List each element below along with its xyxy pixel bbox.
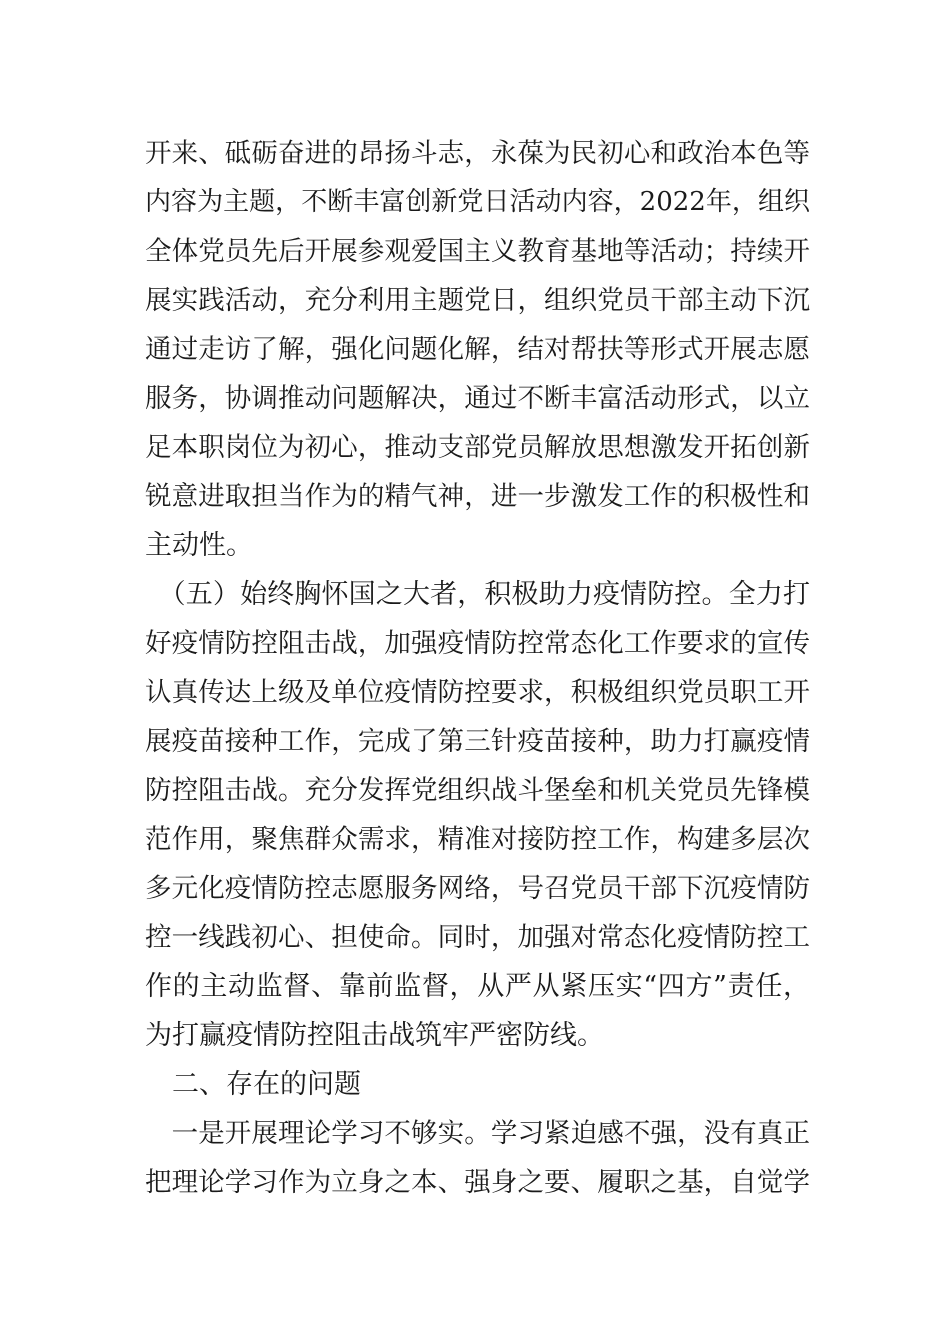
text-line: 好疫情防控阻击战，加强疫情防控常态化工作要求的宣传: [145, 628, 810, 659]
text-line: 控一线践初心、担使命。同时，加强对常态化疫情防控工: [145, 922, 810, 953]
text-line: 把理论学习作为立身之本、强身之要、履职之基，自觉学: [145, 1167, 810, 1198]
section-heading-problems: 二、存在的问题: [145, 1069, 361, 1100]
text-line: 展实践活动，充分利用主题党日，组织党员干部主动下沉: [145, 285, 810, 316]
text-line: 通过走访了解，强化问题化解，结对帮扶等形式开展志愿: [145, 334, 810, 365]
document-body: [145, 129, 810, 1207]
text-line: 认真传达上级及单位疫情防控要求，积极组织党员职工开: [145, 677, 810, 708]
text-line: 防控阻击战。充分发挥党组织战斗堡垒和机关党员先锋模: [145, 775, 810, 806]
text-line: 作的主动监督、靠前监督，从严从紧压实“四方”责任，: [145, 971, 810, 1002]
text-line: 为打赢疫情防控阻击战筑牢严密防线。: [145, 1020, 604, 1051]
text-line: 足本职岗位为初心，推动支部党员解放思想激发开拓创新: [145, 432, 810, 463]
text-line: 锐意进取担当作为的精气神，进一步激发工作的积极性和: [145, 481, 810, 512]
text-line: 开来、砥砺奋进的昂扬斗志，永葆为民初心和政治本色等: [145, 138, 810, 169]
text-line: 主动性。: [145, 530, 253, 561]
text-line: 一是开展理论学习不够实。学习紧迫感不强，没有真正: [145, 1118, 810, 1149]
section-heading-5-line: （五）始终胸怀国之大者，积极助力疫情防控。全力打: [145, 579, 810, 610]
text-line: 展疫苗接种工作，完成了第三针疫苗接种，助力打赢疫情: [145, 726, 810, 757]
text-line: 多元化疫情防控志愿服务网络，号召党员干部下沉疫情防: [145, 873, 810, 904]
text-line: 内容为主题，不断丰富创新党日活动内容，2022年，组织: [145, 187, 810, 217]
text-line: 范作用，聚焦群众需求，精准对接防控工作，构建多层次: [145, 824, 810, 855]
text-line: 全体党员先后开展参观爱国主义教育基地等活动；持续开: [145, 236, 810, 267]
text-line: 服务，协调推动问题解决，通过不断丰富活动形式，以立: [145, 383, 810, 414]
